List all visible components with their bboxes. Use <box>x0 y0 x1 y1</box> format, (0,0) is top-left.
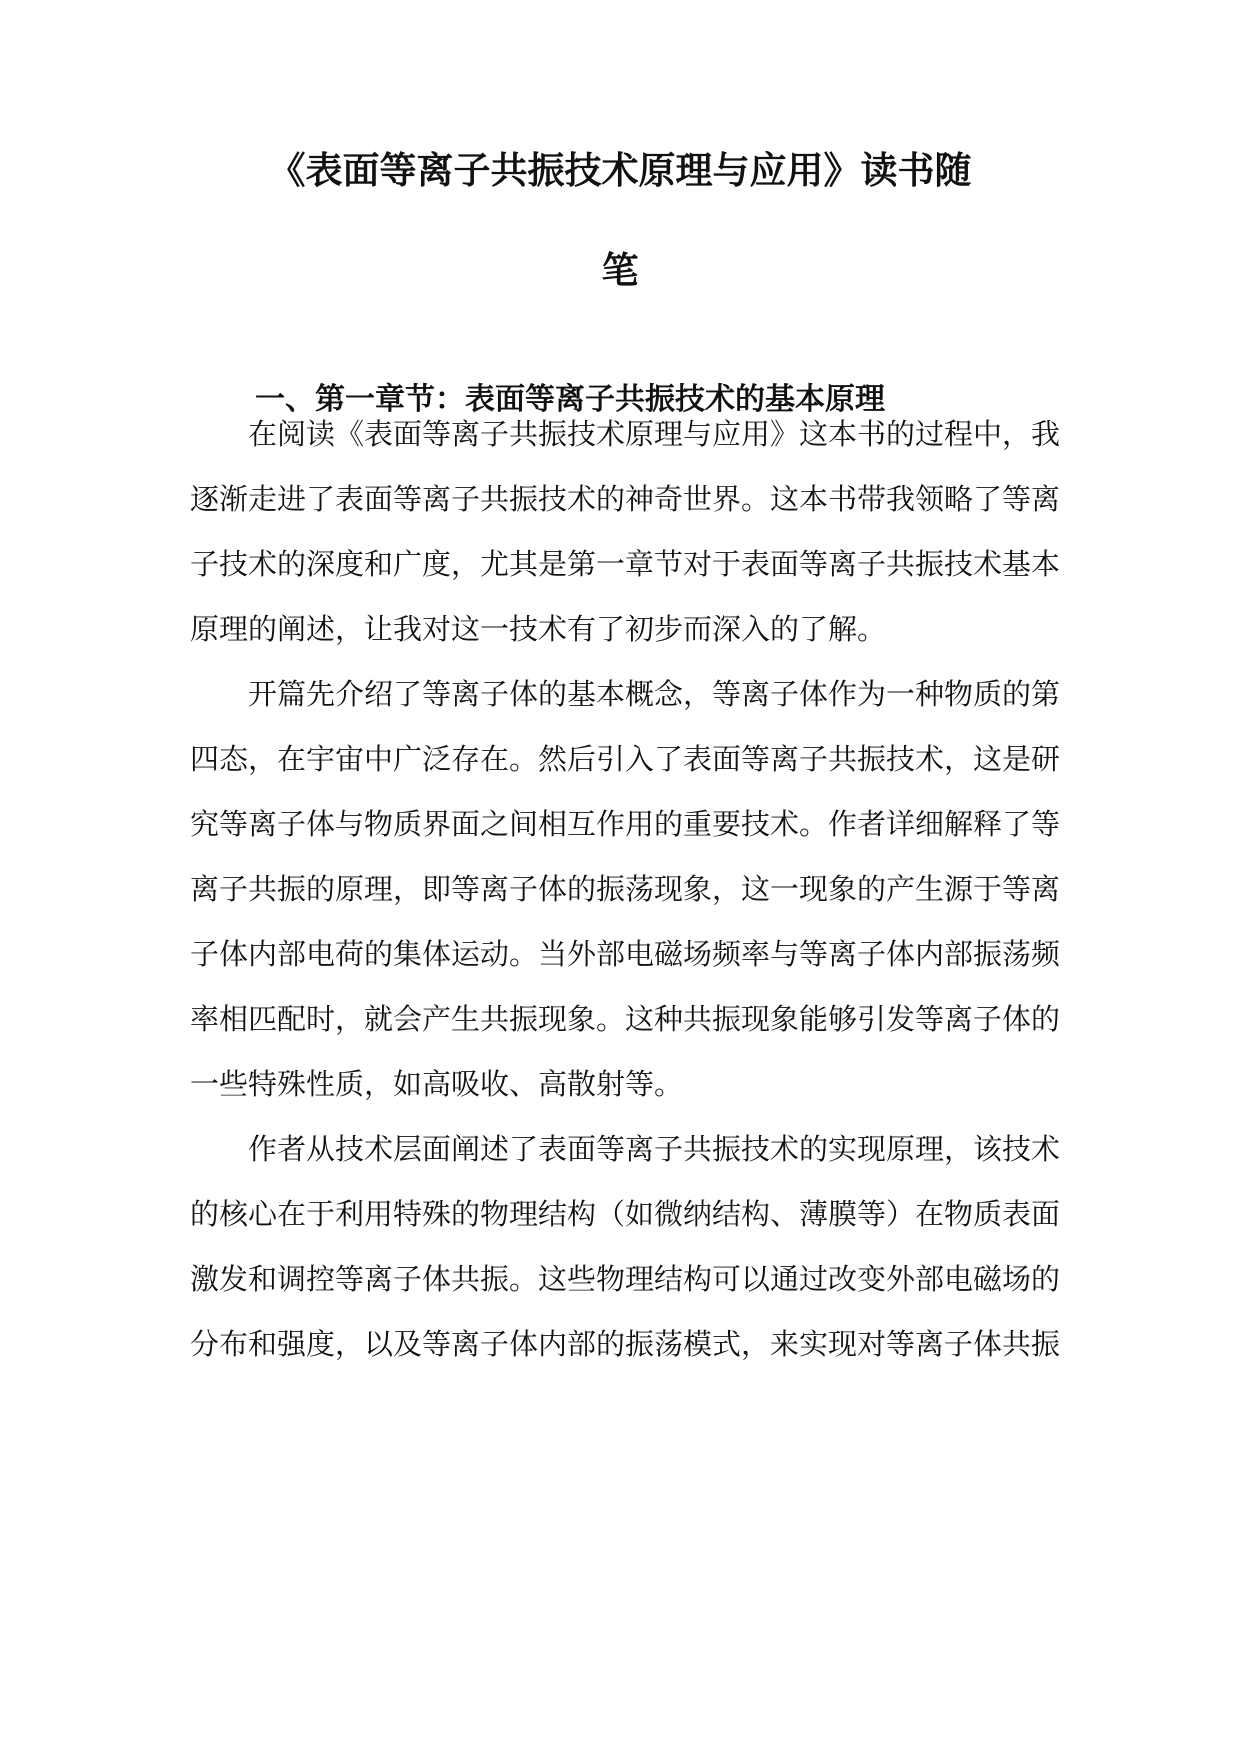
paragraph-3-line-3: 激发和调控等离子体共振。这些物理结构可以通过改变外部电磁场的 <box>190 1262 1061 1296</box>
document-title: 《表面等离子共振技术原理与应用》读书随 <box>268 148 972 192</box>
paragraph-3-line-2: 的核心在于利用特殊的物理结构（如微纳结构、薄膜等）在物质表面 <box>190 1197 1061 1231</box>
paragraph-2-line-2: 四态，在宇宙中广泛存在。然后引入了表面等离子共振技术，这是研 <box>190 742 1061 776</box>
paragraph-3-line-4: 分布和强度，以及等离子体内部的振荡模式，来实现对等离子体共振 <box>190 1327 1061 1361</box>
section-heading: 一、第一章节：表面等离子共振技术的基本原理 <box>255 382 885 417</box>
paragraph-1-line-3: 子技术的深度和广度，尤其是第一章节对于表面等离子共振技术基本 <box>190 547 1061 581</box>
paragraph-2-line-1: 开篇先介绍了等离子体的基本概念，等离子体作为一种物质的第 <box>248 677 1061 711</box>
paragraph-2-line-4: 离子共振的原理，即等离子体的振荡现象，这一现象的产生源于等离 <box>190 872 1061 906</box>
paragraph-1-line-1: 在阅读《表面等离子共振技术原理与应用》这本书的过程中，我 <box>248 417 1061 451</box>
document-title-continuation: 笔 <box>601 248 639 292</box>
paragraph-2-line-3: 究等离子体与物质界面之间相互作用的重要技术。作者详细解释了等 <box>190 807 1061 841</box>
paragraph-2-line-7: 一些特殊性质，如高吸收、高散射等。 <box>190 1067 684 1101</box>
paragraph-2-line-5: 子体内部电荷的集体运动。当外部电磁场频率与等离子体内部振荡频 <box>190 937 1061 971</box>
paragraph-1-line-4: 原理的阐述，让我对这一技术有了初步而深入的了解。 <box>190 612 887 646</box>
paragraph-1-line-2: 逐渐走进了表面等离子共振技术的神奇世界。这本书带我领略了等离 <box>190 482 1061 516</box>
paragraph-2-line-6: 率相匹配时，就会产生共振现象。这种共振现象能够引发等离子体的 <box>190 1002 1061 1036</box>
paragraph-3-line-1: 作者从技术层面阐述了表面等离子共振技术的实现原理，该技术 <box>248 1132 1061 1166</box>
